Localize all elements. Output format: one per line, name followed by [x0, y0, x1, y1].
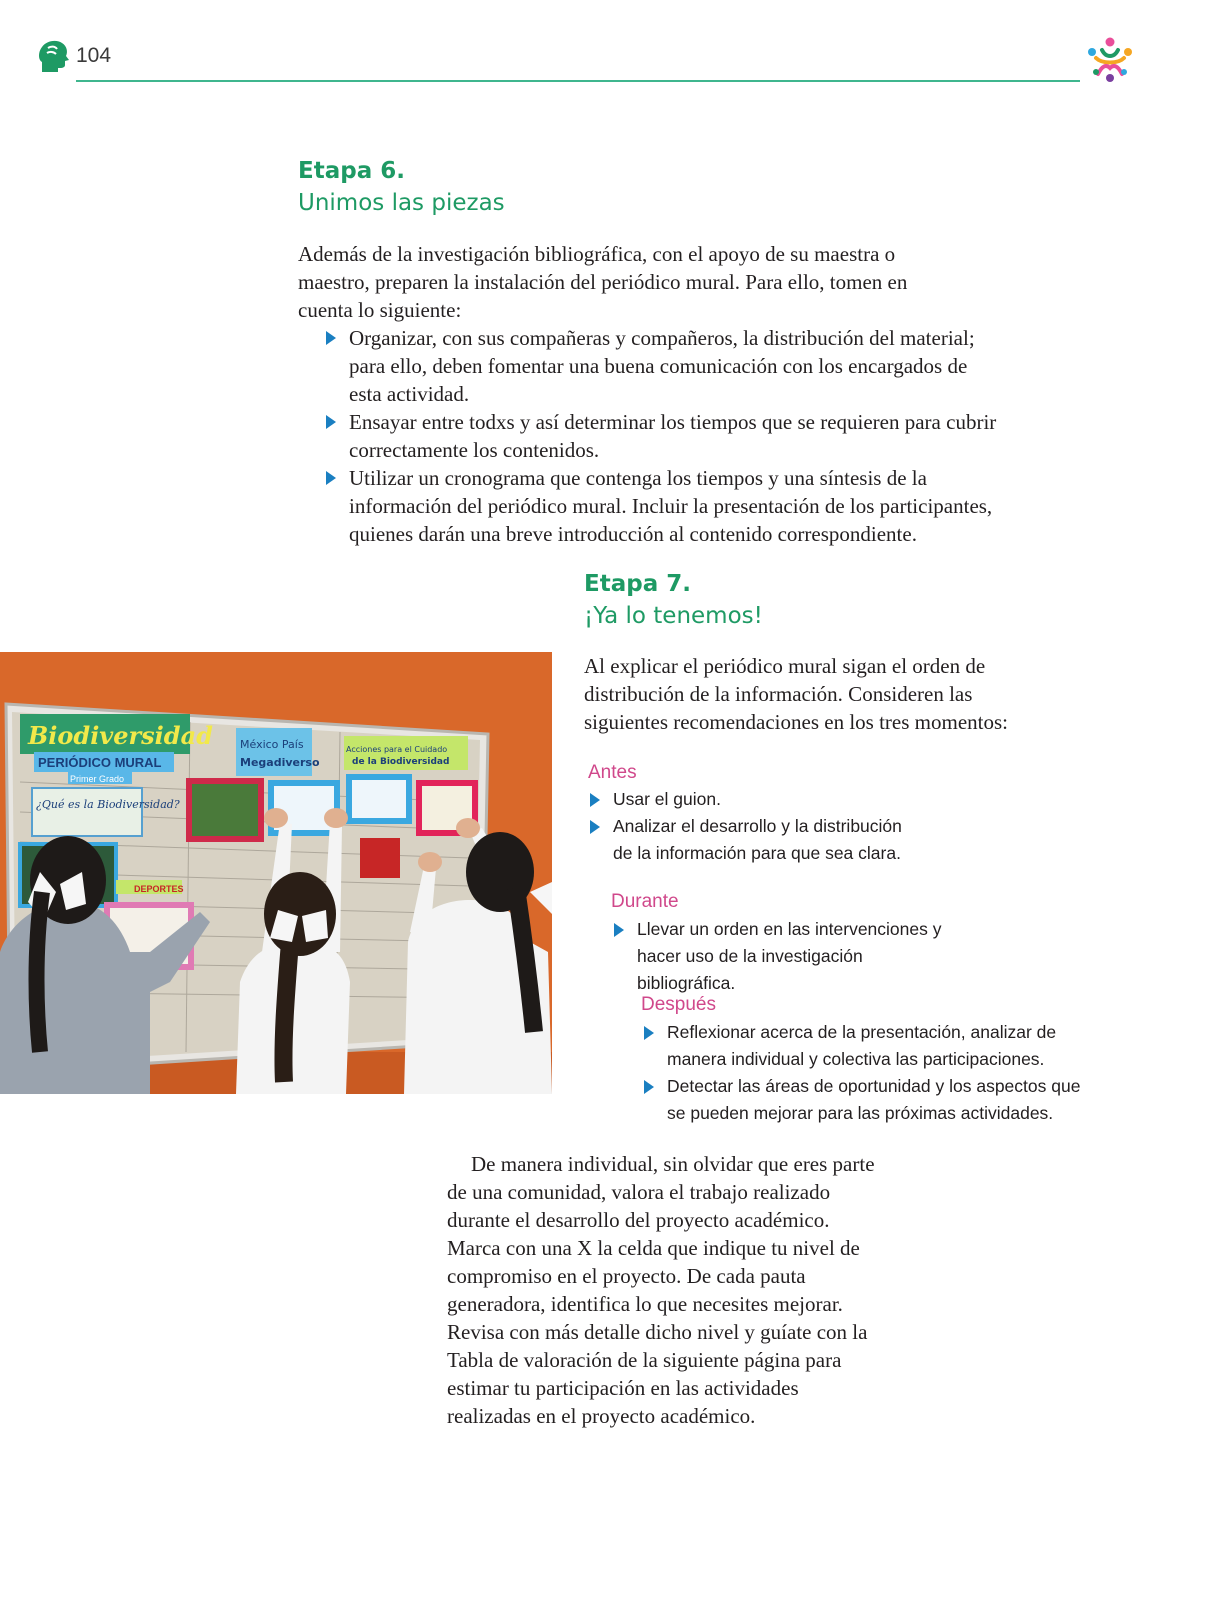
list-item: Utilizar un cronograma que contenga los tiempos y una síntesis de la información del periódico mural. Incluir la presentación de los participantes, quienes darán una breve introducción al contenido correspondiente.: [323, 464, 1003, 548]
list-item: Usar el guion.: [587, 786, 917, 813]
list-item: Reflexionar acerca de la presentación, analizar de manera individual y colectiva las participaciones.: [641, 1019, 1091, 1073]
bullet-triangle-icon: [644, 1080, 654, 1094]
list-item: Organizar, con sus compañeras y compañeros, la distribución del material; para ello, deben fomentar una buena comunicación con los encargados de esta actividad.: [323, 324, 1003, 408]
mural-photo-illustration: [0, 652, 552, 1094]
board-question: ¿Qué es la Biodiversidad?: [36, 798, 180, 811]
board-title: Biodiversidad: [28, 721, 213, 750]
etapa6-title: Etapa 6.: [298, 158, 405, 184]
mexico-line2: Megadiverso: [240, 756, 320, 769]
board-subtitle: PERIÓDICO MURAL: [38, 755, 162, 770]
bullet-triangle-icon: [326, 415, 336, 429]
deportes-label: DEPORTES: [134, 884, 184, 894]
board-grade: Primer Grado: [70, 774, 125, 784]
acciones-line2: de la Biodiversidad: [352, 757, 450, 767]
bullet-triangle-icon: [590, 820, 600, 834]
etapa7-title: Etapa 7.: [584, 571, 691, 597]
antes-list: [587, 786, 917, 867]
list-item: Analizar el desarrollo y la distribución de la información para que sea clara.: [587, 813, 917, 867]
head-profile-icon: [36, 38, 70, 74]
etapa6-intro: Además de la investigación bibliográfica, con el apoyo de su maestra o maestro, preparen la instalación del periódico mural. Para ello, tomen en cuenta lo siguiente:: [298, 242, 908, 322]
etapa7-subtitle: ¡Ya lo tenemos!: [584, 603, 763, 629]
durante-label: Durante: [611, 891, 679, 912]
mural-photo: [0, 652, 552, 1094]
etapa6-subtitle: Unimos las piezas: [298, 190, 505, 216]
bullet-triangle-icon: [326, 331, 336, 345]
list-item: Llevar un orden en las intervenciones y hacer uso de la investigación bibliográfica.: [611, 916, 961, 997]
etapa6-list: [323, 324, 1003, 548]
bullet-triangle-icon: [614, 923, 624, 937]
closing-paragraph: De manera individual, sin olvidar que eres parte de una comunidad, valora el trabajo realizado durante el desarrollo del proyecto académico. Marca con una X la celda que indique tu nivel de compromiso en el proyecto. De cada pauta generadora, identifica lo que necesites mejorar. Revisa con más detalle dicho nivel y guíate con la Tabla de valoración de la siguiente página para estimar tu participación en las actividades realizadas en el proyecto académico.: [447, 1152, 875, 1428]
header-rule: [76, 80, 1080, 82]
despues-list: [641, 1019, 1091, 1127]
nem-logo-icon: [1082, 34, 1138, 86]
mexico-line1: México País: [240, 738, 304, 751]
list-item: Detectar las áreas de oportunidad y los aspectos que se pueden mejorar para las próximas actividades.: [641, 1073, 1091, 1127]
durante-list: [611, 916, 961, 997]
bullet-triangle-icon: [644, 1026, 654, 1040]
antes-label: Antes: [588, 762, 637, 783]
despues-label: Después: [641, 994, 716, 1015]
list-item: Ensayar entre todxs y así determinar los tiempos que se requieren para cubrir correctamente los contenidos.: [323, 408, 1003, 464]
acciones-line1: Acciones para el Cuidado: [346, 745, 448, 754]
bullet-triangle-icon: [590, 793, 600, 807]
etapa7-intro: Al explicar el periódico mural sigan el orden de distribución de la información. Consideren las siguientes recomendaciones en los tres momentos:: [584, 654, 1008, 734]
bullet-triangle-icon: [326, 471, 336, 485]
page-number: 104: [76, 44, 112, 67]
